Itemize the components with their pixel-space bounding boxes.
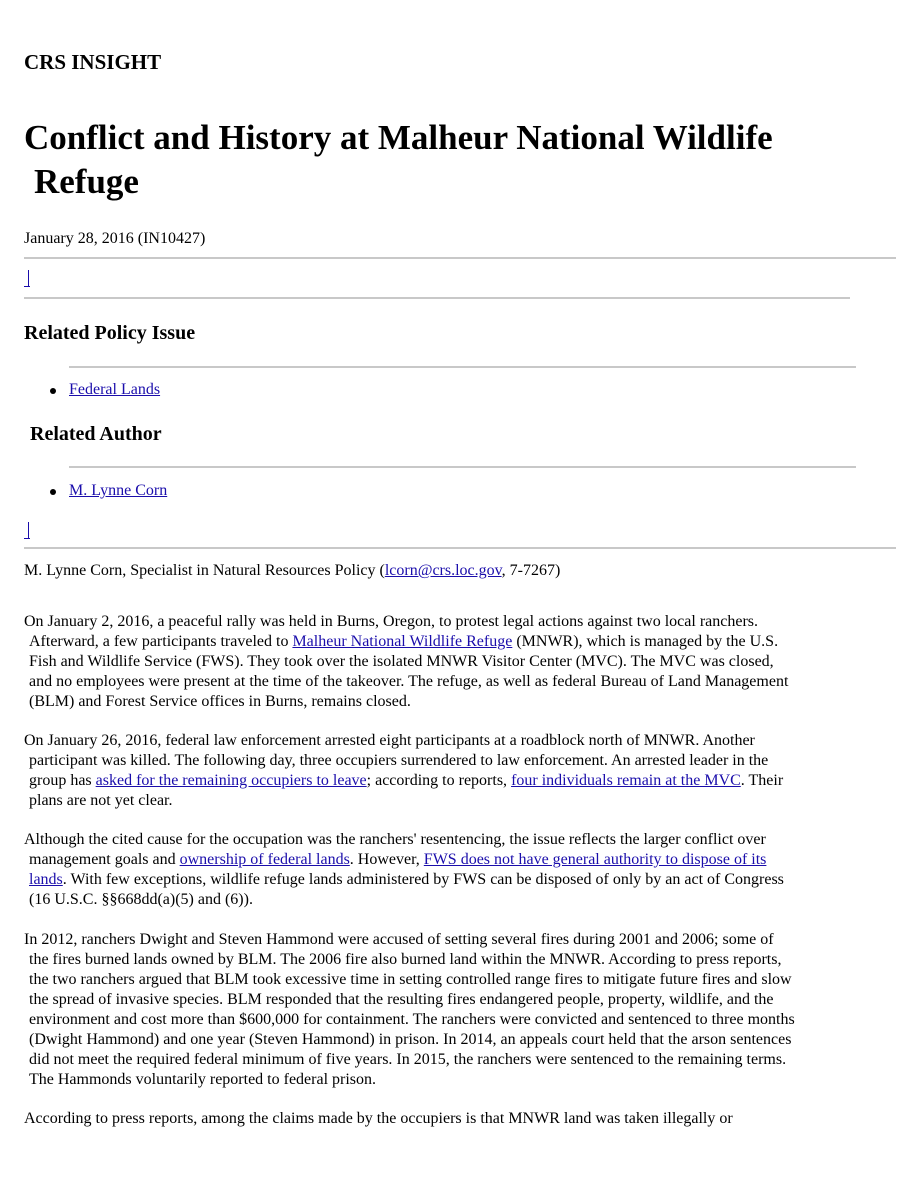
- text-span: . With few exceptions, wildlife refuge lands administered by FWS can be disposed of only by an act of Congress: [62, 871, 784, 888]
- related-policy-heading: Related Policy Issue: [24, 322, 196, 344]
- divider: [24, 547, 896, 549]
- report-date: January 28, 2016 (IN10427): [24, 230, 206, 247]
- anchor-marker[interactable]: [24, 522, 30, 539]
- occupiers-leave-link[interactable]: asked for the remaining occupiers to leave: [95, 772, 367, 789]
- author-link[interactable]: M. Lynne Corn: [69, 482, 168, 499]
- text-line: The Hammonds voluntarily reported to federal prison.: [29, 1071, 377, 1088]
- text-span: . However,: [349, 851, 424, 868]
- text-span: (MNWR), which is managed by the U.S.: [512, 633, 779, 650]
- policy-issue-list: [24, 380, 160, 400]
- text-line: [24, 850, 896, 870]
- text-line: [24, 870, 896, 890]
- text-span: . Their: [740, 772, 784, 789]
- anchor-marker[interactable]: [24, 270, 30, 287]
- text-line: Fish and Wildlife Service (FWS). They took over the isolated MNWR Visitor Center (MVC). The MVC was closed,: [29, 653, 774, 670]
- text-line: [24, 771, 896, 791]
- paragraph-2: [24, 731, 896, 811]
- paragraph-1: [24, 612, 896, 712]
- text-span: management goals and: [29, 851, 180, 868]
- paragraph-4: [24, 930, 896, 1090]
- text-line: (16 U.S.C. §§668dd(a)(5) and (6)).: [29, 891, 253, 908]
- text-line: did not meet the required federal minimum of five years. In 2015, the ranchers were sentenced to the remaining terms.: [29, 1051, 787, 1068]
- text-line: (BLM) and Forest Service offices in Burns, remains closed.: [29, 693, 411, 710]
- related-author-heading: Related Author: [30, 423, 162, 445]
- fws-authority-link[interactable]: FWS does not have general authority to dispose of its: [423, 851, 767, 868]
- divider: [69, 366, 856, 368]
- four-remain-link[interactable]: four individuals remain at the MVC: [511, 772, 741, 789]
- report-kicker: CRS INSIGHT: [24, 50, 162, 74]
- text-line: On January 2, 2016, a peaceful rally was held in Burns, Oregon, to protest legal actions against two local ranchers.: [24, 613, 759, 630]
- text-line: the two ranchers argued that BLM took excessive time in setting controlled range fires to mitigate future fires and slow: [29, 971, 792, 988]
- author-byline: [24, 561, 560, 581]
- list-item: [24, 481, 167, 501]
- byline-prefix: M. Lynne Corn, Specialist in Natural Resources Policy (: [24, 562, 385, 579]
- federal-lands-link[interactable]: Federal Lands: [69, 381, 161, 398]
- title-line-1: Conflict and History at Malheur National Wildlife: [24, 118, 773, 157]
- text-line: environment and cost more than $600,000 for containment. The ranchers were convicted and sentenced to three months: [29, 1011, 795, 1028]
- text-span: Afterward, a few participants traveled to: [29, 633, 293, 650]
- divider: [24, 257, 896, 259]
- author-list: [24, 481, 167, 501]
- divider: [69, 466, 856, 468]
- text-line: and no employees were present at the time of the takeover. The refuge, as well as federal Bureau of Land Management: [29, 673, 789, 690]
- fws-authority-link-cont[interactable]: lands: [29, 871, 63, 888]
- text-line: [24, 632, 896, 652]
- text-line: the fires burned lands owned by BLM. The 2006 fire also burned land within the MNWR. According to press reports,: [29, 951, 782, 968]
- byline-suffix: , 7-7267): [501, 562, 561, 579]
- text-line: participant was killed. The following day, three occupiers surrendered to law enforcement. An arrested leader in the: [29, 752, 769, 769]
- author-email-link[interactable]: lcorn@crs.loc.gov: [384, 562, 502, 579]
- text-span: ; according to reports,: [366, 772, 512, 789]
- text-line: (Dwight Hammond) and one year (Steven Hammond) in prison. In 2014, an appeals court held that the arson sentences: [29, 1031, 792, 1048]
- paragraph-5: [24, 1109, 896, 1129]
- ownership-federal-lands-link[interactable]: ownership of federal lands: [179, 851, 350, 868]
- text-line: the spread of invasive species. BLM responded that the resulting fires endangered people, property, wildlife, and the: [29, 991, 774, 1008]
- list-item: [24, 380, 160, 400]
- paragraph-3: [24, 830, 896, 910]
- text-line: Although the cited cause for the occupation was the ranchers' resentencing, the issue reflects the larger conflict over: [24, 831, 766, 848]
- text-span: group has: [29, 772, 96, 789]
- text-line: On January 26, 2016, federal law enforcement arrested eight participants at a roadblock north of MNWR. Another: [24, 732, 755, 749]
- divider: [24, 297, 850, 299]
- text-line: plans are not yet clear.: [29, 792, 173, 809]
- malheur-refuge-link[interactable]: Malheur National Wildlife Refuge: [292, 633, 513, 650]
- title-line-2: Refuge: [34, 162, 139, 201]
- text-line: According to press reports, among the claims made by the occupiers is that MNWR land was taken illegally or: [24, 1110, 733, 1127]
- text-line: In 2012, ranchers Dwight and Steven Hammond were accused of setting several fires during 2001 and 2006; some of: [24, 931, 774, 948]
- page-title: [24, 116, 896, 204]
